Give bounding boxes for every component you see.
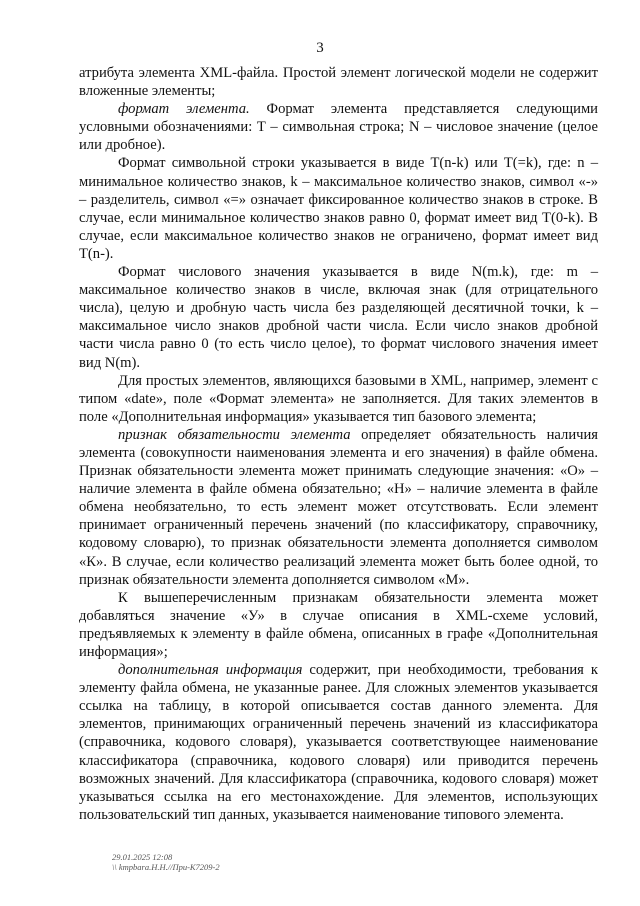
term-heading: формат элемента. xyxy=(118,101,250,118)
paragraph-text: Формат элемента представляется следующими условными обозначениями: Т – символьная строка; N – числовое значение (целое или дробное). xyxy=(79,101,598,154)
paragraph xyxy=(79,661,598,824)
paragraph-text: определяет обязательность наличия элемента (совокупности наименования элемента и его значения) в файле обмена. Признак обязательности элемента может принимать следующие значения: «О» – наличие элемента в файле обмена обязательно; «Н» – наличие элемента в файле обмена необязательно, то есть элемент может отсутствовать. Если элемент принимает ограниченный перечень значений (по классификатору, справочнику, кодовому словарю), то признак обязательности элемента дополняется символом «К». В случае, если количество реализаций элемента может быть более одной, то признак обязательности элемента дополняется символом «М». xyxy=(79,426,598,588)
paragraph-text: содержит, при необходимости, требования к элементу файла обмена, не указанные ранее. Для сложных элементов указывается ссылка на таблицу, в которой описывается состав данного элемента. Для элементов, принимающих ограниченный перечень значений из классификатора (справочника, кодового словаря), указывается соответствующее наименование классификатора (справочника, кодового словаря) или приводится перечень возможных значений. Для классификатора (справочника, кодового словаря) может указываться ссылка на его местонахождение. Для элементов, использующих пользовательский тип данных, указывается наименование типового элемента. xyxy=(79,662,599,823)
page-number: 3 xyxy=(316,40,324,56)
document-footer xyxy=(112,852,220,872)
footer-timestamp: 29.01.2025 12:08 xyxy=(112,852,173,862)
term-heading: признак обязательности элемента xyxy=(118,426,351,443)
paragraph-text: Для простых элементов, являющихся базовыми в XML, например, элемент с типом «date», поле «Формат элемента» не заполняется. Для таких элементов в поле «Дополнительная информация» указывается тип базового элемента; xyxy=(79,372,598,425)
paragraph xyxy=(79,372,598,426)
paragraph xyxy=(79,64,598,100)
term-heading: дополнительная информация xyxy=(118,662,303,679)
document-body xyxy=(79,64,598,824)
paragraph-text: атрибута элемента XML-файла. Простой элемент логической модели не содержит вложенные элементы; xyxy=(79,65,598,100)
footer-file-path: \\ kmpbara.Н.Н.//При-К7209-2 xyxy=(112,862,220,872)
paragraph xyxy=(79,154,598,263)
paragraph xyxy=(79,426,598,589)
paragraph-text: Формат символьной строки указывается в виде T(n-k) или T(=k), где: n – минимальное количество знаков, k – максимальное количество знаков, символ «-» – разделитель, символ «=» означает фиксированное количество знаков в строке. В случае, если минимальное количество знаков равно 0, формат имеет вид Т(0-k). В случае, если максимальное количество знаков не ограничено, формат имеет вид Т(n-). xyxy=(79,155,598,262)
paragraph-text: К вышеперечисленным признакам обязательности элемента может добавляться значение «У» в случае описания в XML-схеме условий, предъявляемых к элементу в файле обмена, описанных в графе «Дополнительная информация»; xyxy=(79,589,598,660)
paragraph-text: Формат числового значения указывается в виде N(m.k), где: m – максимальное количество знаков в числе, включая знак (для отрицательного числа), целую и дробную часть числа без разделяющей десятичной точки, k – максимальное число знаков дробной части числа. Если число знаков дробной части числа равно 0 (то есть число целое), то формат числового значения имеет вид N(m). xyxy=(79,264,598,371)
paragraph xyxy=(79,100,598,154)
paragraph xyxy=(79,263,598,372)
paragraph xyxy=(79,589,598,661)
